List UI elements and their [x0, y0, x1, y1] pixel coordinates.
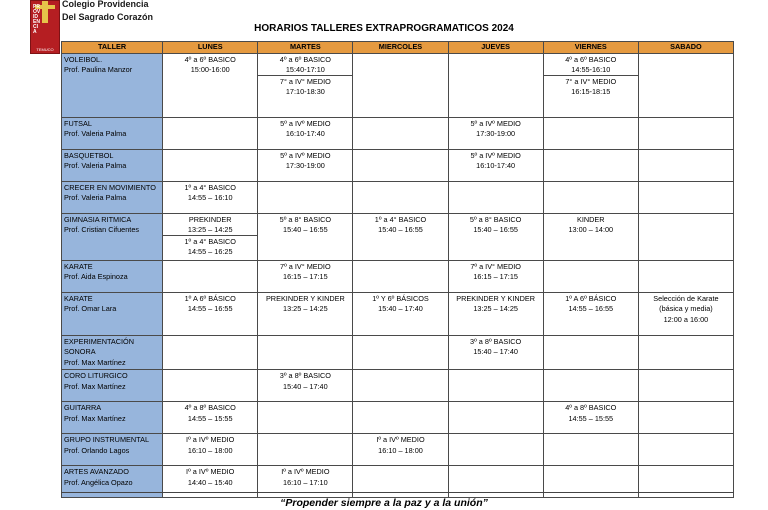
schedule-cell [448, 434, 543, 466]
schedule-cell [353, 292, 448, 335]
taller-name: ARTES AVANZADO [64, 467, 129, 476]
schedule-block [451, 337, 541, 358]
schedule-cell [353, 335, 448, 370]
schedule-time: 15:40 – 17:40 [378, 304, 423, 313]
schedule-group: 3º a 8º BASICO [470, 336, 522, 346]
schedule-group: 5º a 8° BASICO [469, 214, 522, 224]
schedule-time: 14:55 – 16:10 [187, 193, 233, 202]
schedule-block [260, 151, 350, 172]
schedule-cell [353, 149, 448, 181]
taller-cell [62, 213, 163, 260]
header-sabado: SABADO [638, 42, 733, 54]
schedule-cell [258, 434, 353, 466]
table-row [62, 260, 734, 292]
schedule-cell [448, 117, 543, 149]
schedule-time: 14:40 – 15:40 [187, 477, 233, 487]
taller-cell [62, 149, 163, 181]
schedule-cell [258, 181, 353, 213]
taller-cell [62, 117, 163, 149]
schedule-time: 13:25 – 14:25 [473, 304, 518, 313]
taller-cell [62, 53, 163, 117]
schedule-cell [543, 335, 638, 370]
schedule-time: 17:10-18:30 [285, 87, 325, 96]
schedule-time: 14:55 – 16:55 [568, 304, 614, 313]
schedule-cell [543, 117, 638, 149]
schedule-block [165, 467, 255, 488]
schedule-block [451, 215, 541, 236]
schedule-block [165, 183, 255, 204]
schedule-group: Iº a IVº MEDIO [281, 467, 330, 476]
schedule-time: 15:40 – 17:40 [283, 381, 328, 391]
school-name [62, 0, 153, 24]
page-title: HORARIOS TALLERES EXTRAPROGRAMATICOS 2024 [254, 23, 514, 34]
schedule-time: 16:10 – 17:10 [283, 477, 328, 487]
schedule-group: 1º a 4° BASICO [374, 214, 427, 224]
schedule-block [355, 215, 445, 236]
schedule-block [260, 294, 350, 315]
schedule-cell [163, 117, 258, 149]
schedule-time: 14:55 – 15:55 [568, 413, 614, 423]
schedule-cell [638, 292, 733, 335]
schedule-cell [543, 260, 638, 292]
schedule-cell [448, 53, 543, 117]
taller-cell [62, 181, 163, 213]
schedule-cell [353, 213, 448, 260]
taller-name: KARATE [64, 261, 93, 271]
table-row [62, 117, 734, 149]
schedule-cell [258, 292, 353, 335]
schedule-cell [638, 434, 733, 466]
taller-name: GUITARRA [64, 403, 102, 412]
schedule-group: 1º Y 6º BÁSICOS [372, 293, 429, 303]
school-name-line2: Del Sagrado Corazón [62, 12, 154, 22]
schedule-body [62, 53, 734, 498]
schedule-cell [448, 292, 543, 335]
schedule-cell [448, 335, 543, 370]
schedule-time: 15:40-17:10 [285, 65, 325, 74]
schedule-cell [638, 53, 733, 117]
taller-professor: Prof. Valeria Palma [64, 193, 127, 202]
schedule-time: 13:00 – 14:00 [568, 225, 614, 234]
footer-divider [61, 492, 734, 493]
header-lunes: LUNES [163, 42, 258, 54]
schedule-cell [638, 149, 733, 181]
schedule-group: Iº a IVº MEDIO [186, 467, 235, 476]
schedule-time: 17:30-19:00 [476, 129, 516, 138]
schedule-block [544, 75, 638, 97]
taller-cell [62, 335, 163, 370]
schedule-cell [258, 402, 353, 434]
schedule-cell [638, 181, 733, 213]
schedule-cell [543, 370, 638, 402]
schedule-group: 5º a IVº MEDIO [470, 150, 521, 160]
schedule-group: 1º a 4° BASICO [184, 236, 236, 246]
schedule-cell [448, 149, 543, 181]
schedule-group: 5º a IVº MEDIO [280, 150, 331, 160]
schedule-cell [448, 260, 543, 292]
header-jueves: JUEVES [448, 42, 543, 54]
schedule-group: 5º a IVº MEDIO [280, 118, 331, 128]
schedule-block [165, 215, 255, 235]
taller-cell [62, 370, 163, 402]
schedule-group: 4º a 6º BASICO [279, 54, 331, 64]
schedule-time: 16:15-18:15 [571, 87, 611, 96]
schedule-cell [543, 181, 638, 213]
taller-professor: Prof. Max Martínez [64, 413, 126, 423]
taller-name: CORO LITURGICO [64, 371, 128, 380]
schedule-group: 7º a IV° MEDIO [470, 261, 521, 271]
schedule-time: 16:10 – 18:00 [378, 445, 423, 455]
schedule-group: 4º a 8º BASICO [565, 403, 617, 412]
schedule-time: 14:55 – 16:25 [187, 247, 233, 256]
schedule-group: 1º A 6º BÁSICO [565, 293, 617, 303]
taller-name: GRUPO INSTRUMENTAL [64, 435, 150, 444]
schedule-group: 7° a IV° MEDIO [279, 76, 331, 86]
schedule-time: 14:55-16:10 [571, 65, 611, 74]
logo-city-text: TEMUCO [36, 47, 54, 52]
schedule-block [163, 235, 257, 257]
taller-professor: Prof. Max Martínez [64, 381, 126, 391]
schedule-group: Iº a IVº MEDIO [186, 435, 235, 444]
taller-name: GIMNASIA RITMICA [64, 214, 132, 224]
table-row [62, 149, 734, 181]
table-header-row [62, 42, 734, 54]
taller-cell [62, 292, 163, 335]
table-row [62, 434, 734, 466]
schedule-cell [353, 402, 448, 434]
schedule-time: 15:00-16:00 [190, 65, 230, 74]
schedule-cell [448, 213, 543, 260]
taller-professor: Prof. Valeria Palma [64, 129, 127, 138]
taller-professor: Prof. Orlando Lagos [64, 445, 130, 455]
schedule-group: PREKINDER Y KINDER [456, 293, 536, 303]
taller-professor: Prof. Max Martínez [64, 357, 126, 367]
table-row [62, 181, 734, 213]
schedule-block [258, 75, 352, 97]
schedule-cell [543, 292, 638, 335]
school-name-line1: Colegio Providencia [62, 0, 149, 9]
schedule-group: 4º a 6º BASICO [565, 54, 617, 64]
schedule-cell [638, 117, 733, 149]
schedule-cell [258, 149, 353, 181]
schedule-cell [448, 402, 543, 434]
schedule-block [355, 435, 445, 456]
schedule-cell [543, 434, 638, 466]
schedule-cell [638, 370, 733, 402]
schedule-cell [163, 149, 258, 181]
schedule-block [260, 55, 350, 75]
table-row [62, 335, 734, 370]
schedule-block [165, 294, 255, 315]
taller-cell [62, 402, 163, 434]
schedule-block [546, 403, 636, 424]
schedule-cell [163, 181, 258, 213]
schedule-group: 4º a 6º BASICO [184, 54, 236, 64]
schedule-cell [448, 181, 543, 213]
schedule-time: 15:40 – 16:55 [473, 225, 518, 234]
schedule-time: 16:15 – 17:15 [283, 272, 328, 281]
taller-name: KARATE [64, 293, 93, 303]
schedule-block [260, 119, 350, 140]
schedule-time: (básica y media) [659, 304, 713, 313]
schedule-cell [258, 53, 353, 117]
schedule-group: KINDER [576, 214, 605, 224]
table-row [62, 370, 734, 402]
schedule-cell [163, 402, 258, 434]
schedule-group: Iº a IVº MEDIO [376, 435, 425, 444]
schedule-group: PREKINDER Y KINDER [265, 293, 345, 303]
schedule-cell [163, 260, 258, 292]
schedule-cell [543, 149, 638, 181]
schedule-time: 17:30-19:00 [285, 161, 325, 170]
taller-professor: Prof. Cristian Cifuentes [64, 225, 140, 234]
taller-professor: Prof. Valeria Palma [64, 161, 127, 170]
header-martes: MARTES [258, 42, 353, 54]
schedule-time: 16:10-17:40 [476, 161, 516, 170]
header-taller: TALLER [62, 42, 163, 54]
header-miercoles: MIERCOLES [353, 42, 448, 54]
schedule-time: 16:15 – 17:15 [473, 272, 518, 281]
schedule-cell [543, 53, 638, 117]
schedule-time: 16:10 – 18:00 [187, 445, 233, 455]
schedule-time: 15:40 – 17:40 [473, 347, 518, 356]
schedule-time: 14:55 – 16:55 [187, 304, 233, 313]
taller-professor: Prof. Paulina Manzor [64, 65, 133, 74]
schedule-block [451, 119, 541, 140]
schedule-time: 15:40 – 16:55 [378, 225, 423, 234]
schedule-block [546, 215, 636, 236]
schedule-group: PREKINDER [188, 214, 232, 224]
schedule-cell [353, 434, 448, 466]
taller-name: VOLEIBOL. [64, 54, 103, 64]
table-row [62, 213, 734, 260]
schedule-time: 13:25 – 14:25 [187, 225, 233, 234]
table-row [62, 292, 734, 335]
header-viernes: VIERNES [543, 42, 638, 54]
taller-name: FUTSAL [64, 118, 92, 128]
schedule-group: 4º a 8º BASICO [184, 403, 236, 412]
taller-name: EXPERIMENTACIÓN SONORA [64, 336, 135, 356]
schedule-block [355, 294, 445, 315]
schedule-block [260, 371, 350, 392]
schedule-cell [163, 292, 258, 335]
schedule-block [641, 294, 731, 326]
schedule-block [260, 215, 350, 236]
schedule-cell [448, 370, 543, 402]
schedule-group: 7º a IV° MEDIO [280, 261, 331, 271]
schedule-table [61, 41, 734, 498]
table-row [62, 402, 734, 434]
schedule-cell [258, 370, 353, 402]
schedule-cell [638, 335, 733, 370]
schedule-cell [638, 213, 733, 260]
schedule-cell [258, 213, 353, 260]
schedule-block [546, 294, 636, 315]
schedule-cell [543, 213, 638, 260]
schedule-time: 13:25 – 14:25 [283, 304, 328, 313]
schedule-block [546, 55, 636, 75]
schedule-cell [353, 117, 448, 149]
schedule-time: 14:55 – 15:55 [187, 413, 233, 423]
schedule-time: 16:10-17:40 [285, 129, 325, 138]
taller-professor: Prof. Omar Lara [64, 304, 117, 313]
schedule-cell [258, 335, 353, 370]
schedule-cell [353, 370, 448, 402]
schedule-time: 12:00 a 16:00 [663, 314, 709, 324]
schedule-cell [163, 370, 258, 402]
schedule-cell [638, 260, 733, 292]
schedule-block [260, 262, 350, 283]
schedule-cell [258, 260, 353, 292]
schedule-block [165, 55, 255, 76]
taller-name: CRECER EN MOVIMIENTO [64, 182, 156, 192]
schedule-cell [258, 117, 353, 149]
schedule-cell [163, 53, 258, 117]
schedule-group: 5º a 8° BASICO [279, 214, 332, 224]
schedule-block [451, 151, 541, 172]
schedule-cell [353, 53, 448, 117]
schedule-group: Selección de Karate [653, 293, 719, 303]
schedule-cell [163, 213, 258, 260]
taller-cell [62, 260, 163, 292]
taller-professor: Prof. Angélica Opazo [64, 477, 133, 487]
schedule-cell [353, 260, 448, 292]
taller-cell [62, 434, 163, 466]
schedule-group: 7° a IV° MEDIO [565, 76, 617, 86]
schedule-group: 5º a IVº MEDIO [470, 118, 521, 128]
schedule-block [451, 294, 541, 315]
schedule-cell [163, 434, 258, 466]
logo-vertical-text: PROVIDENCIA [33, 4, 41, 35]
schedule-block [165, 435, 255, 456]
schedule-group: 3º a 8º BASICO [279, 371, 331, 380]
schedule-cell [638, 402, 733, 434]
schedule-cell [543, 402, 638, 434]
schedule-cell [353, 181, 448, 213]
taller-name: BASQUETBOL [64, 150, 114, 160]
schedule-cell [163, 335, 258, 370]
schedule-block [165, 403, 255, 424]
schedule-block [451, 262, 541, 283]
footer-quote: “Propender siempre a la paz y a la unión” [280, 497, 488, 509]
schedule-group: 1º A 6º BÁSICO [184, 293, 236, 303]
schedule-time: 15:40 – 16:55 [283, 225, 328, 234]
taller-professor: Prof. Aida Espinoza [64, 272, 128, 281]
schedule-block [260, 467, 350, 488]
table-row [62, 53, 734, 117]
schedule-group: 1º a 4° BASICO [184, 182, 236, 192]
